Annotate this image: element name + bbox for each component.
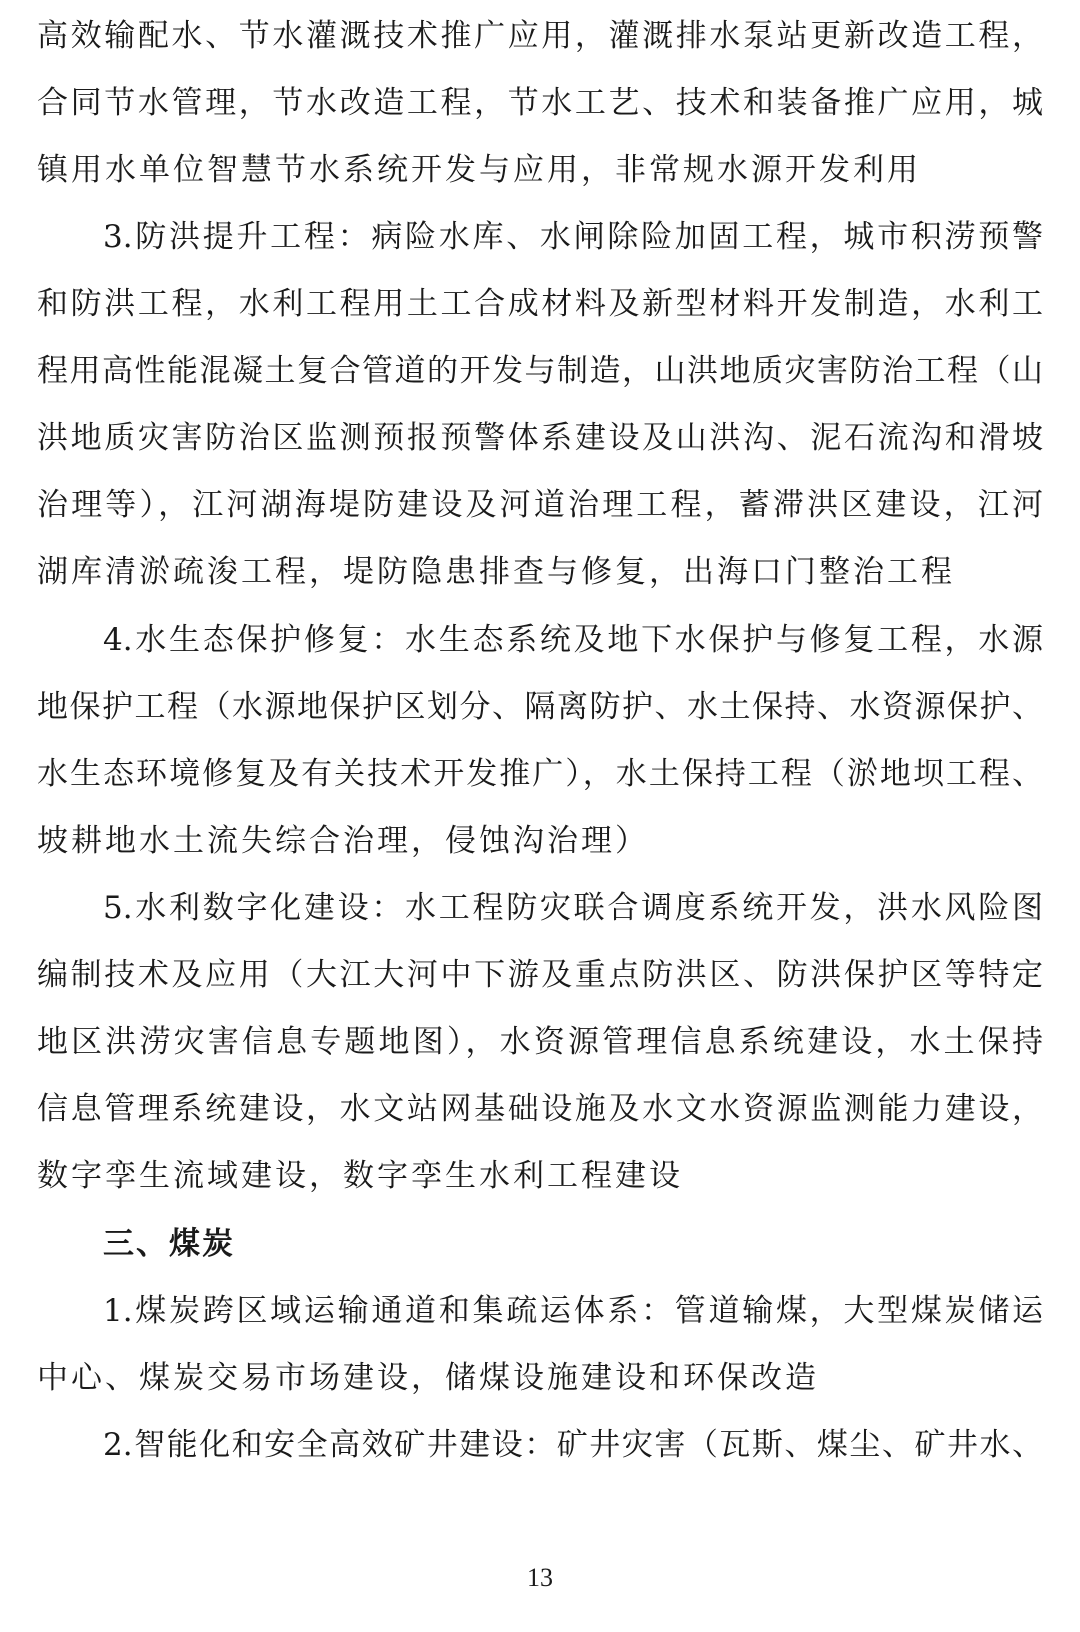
text-line: 合同节水管理，节水改造工程，节水工艺、技术和装备推广应用，城	[37, 85, 1043, 121]
text-line: 和防洪工程，水利工程用土工合成材料及新型材料开发制造，水利工	[37, 286, 1043, 322]
section-item-heading: 1.煤炭跨区域运输通道和集疏运体系：管道输煤，大型煤炭储运	[103, 1293, 1043, 1329]
section-heading: 三、煤炭	[103, 1226, 235, 1262]
section-item-heading: 4.水生态保护修复：水生态系统及地下水保护与修复工程，水源	[103, 622, 1043, 658]
text-line: 编制技术及应用（大江大河中下游及重点防洪区、防洪保护区等特定	[37, 957, 1043, 993]
text-line: 治理等），江河湖海堤防建设及河道治理工程，蓄滞洪区建设，江河	[37, 487, 1043, 523]
text-line: 中心、煤炭交易市场建设，储煤设施建设和环保改造	[37, 1360, 819, 1396]
text-line: 湖库清淤疏浚工程，堤防隐患排查与修复，出海口门整治工程	[37, 554, 955, 590]
text-line: 水生态环境修复及有关技术开发推广），水土保持工程（淤地坝工程、	[37, 756, 1043, 792]
text-line: 程用高性能混凝土复合管道的开发与制造，山洪地质灾害防治工程（山	[37, 353, 1043, 389]
text-line: 镇用水单位智慧节水系统开发与应用，非常规水源开发利用	[37, 152, 921, 188]
text-line: 信息管理系统建设，水文站网基础设施及水文水资源监测能力建设，	[37, 1091, 1043, 1127]
section-item-heading: 2.智能化和安全高效矿井建设：矿井灾害（瓦斯、煤尘、矿井水、	[103, 1427, 1043, 1463]
text-line: 数字孪生流域建设，数字孪生水利工程建设	[37, 1158, 683, 1194]
text-line: 地区洪涝灾害信息专题地图），水资源管理信息系统建设，水土保持	[37, 1024, 1043, 1060]
section-item-heading: 3.防洪提升工程：病险水库、水闸除险加固工程，城市积涝预警	[103, 219, 1043, 255]
text-line: 坡耕地水土流失综合治理，侵蚀沟治理）	[37, 823, 649, 859]
section-item-heading: 5.水利数字化建设：水工程防灾联合调度系统开发，洪水风险图	[103, 890, 1043, 926]
page-number: 13	[527, 1563, 553, 1592]
text-line: 地保护工程（水源地保护区划分、隔离防护、水土保持、水资源保护、	[37, 689, 1043, 725]
text-line: 高效输配水、节水灌溉技术推广应用，灌溉排水泵站更新改造工程，	[37, 18, 1043, 54]
text-line: 洪地质灾害防治区监测预报预警体系建设及山洪沟、泥石流沟和滑坡	[37, 420, 1043, 456]
